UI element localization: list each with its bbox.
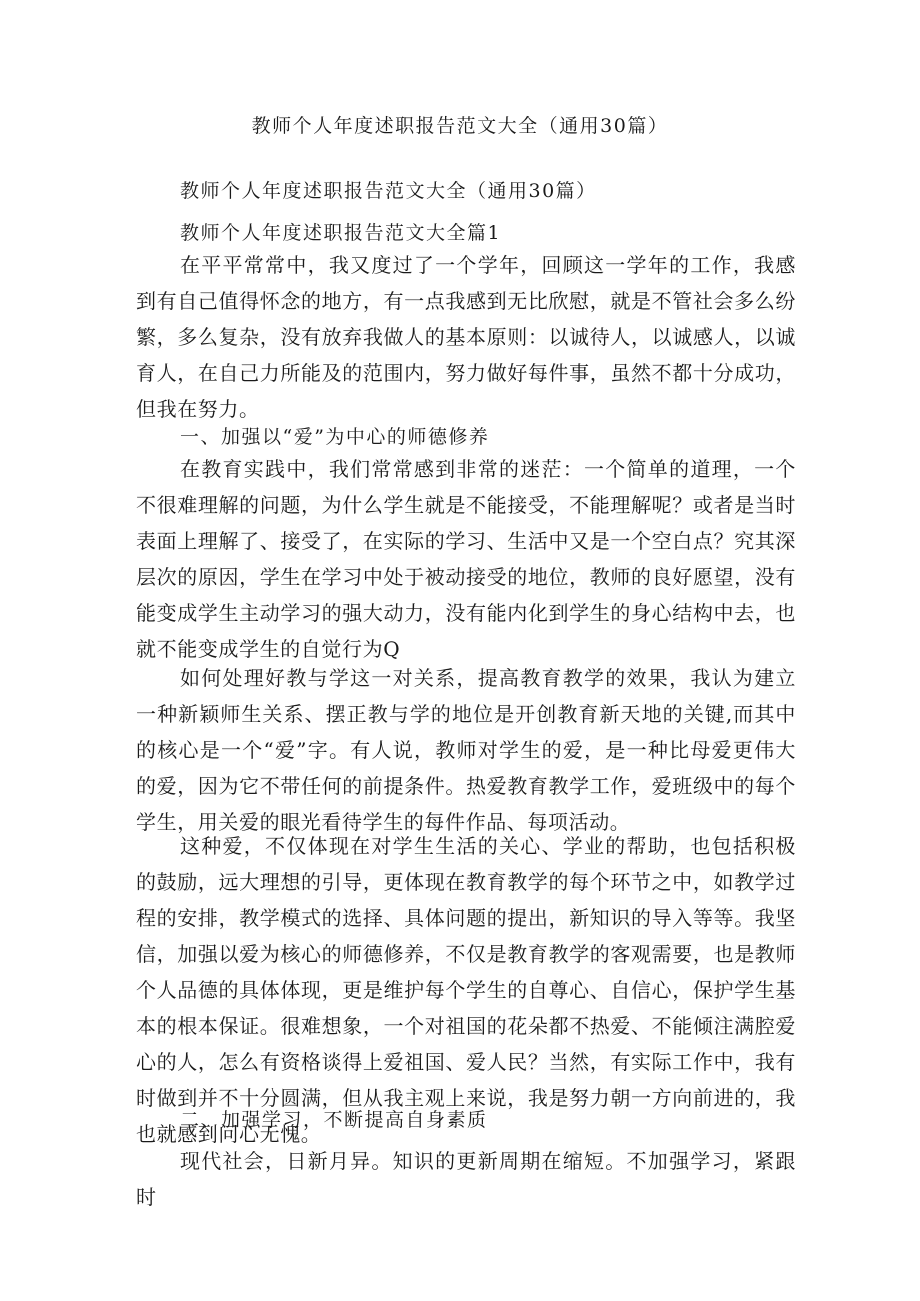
document-subtitle: 教师个人年度述职报告范文大全（通用30篇）: [180, 180, 597, 202]
section-heading: 二、加强学习，不断提高自身素质: [180, 1109, 488, 1131]
paragraph: 在平平常常中，我又度过了一个学年，回顾这一学年的工作，我感到有自己值得怀念的地方，有一点我感到无比欣慰，就是不管社会多么纷繁，多么复杂，没有放弃我做人的基本原则：以诚待人，以诚感人，以诚育人，在自己力所能及的范围内，努力做好每件事，虽然不都十分成功，但我在努力。: [136, 253, 796, 421]
paragraph: 这种爱，不仅体现在对学生生活的关心、学业的帮助，也包括积极的鼓励，远大理想的引导，更体现在教育教学的每个环节之中，如教学过程的安排，教学模式的选择、具体问题的提出，新知识的导入等等。我坚信，加强以爱为核心的师德修养，不仅是教育教学的客观需要，也是教师个人品德的具体体现，更是维护每个学生的自尊心、自信心，保护学生基本的根本保证。很难想象，一个对祖国的花朵都不热爱、不能倾注满腔爱心的人，怎么有资格谈得上爱祖国、爱人民？当然，有实际工作中，我有时做到并不十分圆满，但从我主观上来说，我是努力朝一方向前进的，我也就感到问心无愧。: [136, 834, 796, 1146]
paragraph: 现代社会，日新月异。知识的更新周期在缩短。不加强学习，紧跟时: [136, 1149, 796, 1209]
paragraph: 如何处理好教与学这一对关系，提高教育教学的效果，我认为建立一种新颖师生关系、摆正教与学的地位是开创教育新天地的关键,而其中的核心是一个“爱”字。有人说，教师对学生的爱，是一种比母爱更伟大的爱，因为它不带任何的前提条件。热爱教育教学工作，爱班级中的每个学生，用关爱的眼光看待学生的每件作品、每项活动。: [136, 666, 796, 834]
document-title: 教师个人年度述职报告范文大全（通用30篇）: [251, 115, 669, 137]
section-heading: 一、加强以“爱”为中心的师德修养: [180, 426, 490, 448]
chapter-heading: 教师个人年度述职报告范文大全篇1: [180, 222, 502, 244]
paragraph: 在教育实践中，我们常常感到非常的迷茫：一个简单的道理，一个不很难理解的问题，为什么学生就是不能接受，不能理解呢？或者是当时表面上理解了、接受了，在实际的学习、生活中又是一个空白点？究其深层次的原因，学生在学习中处于被动接受的地位，教师的良好愿望，没有能变成学生主动学习的强大动力，没有能内化到学生的身心结构中去，也就不能变成学生的自觉行为Q: [136, 457, 796, 661]
